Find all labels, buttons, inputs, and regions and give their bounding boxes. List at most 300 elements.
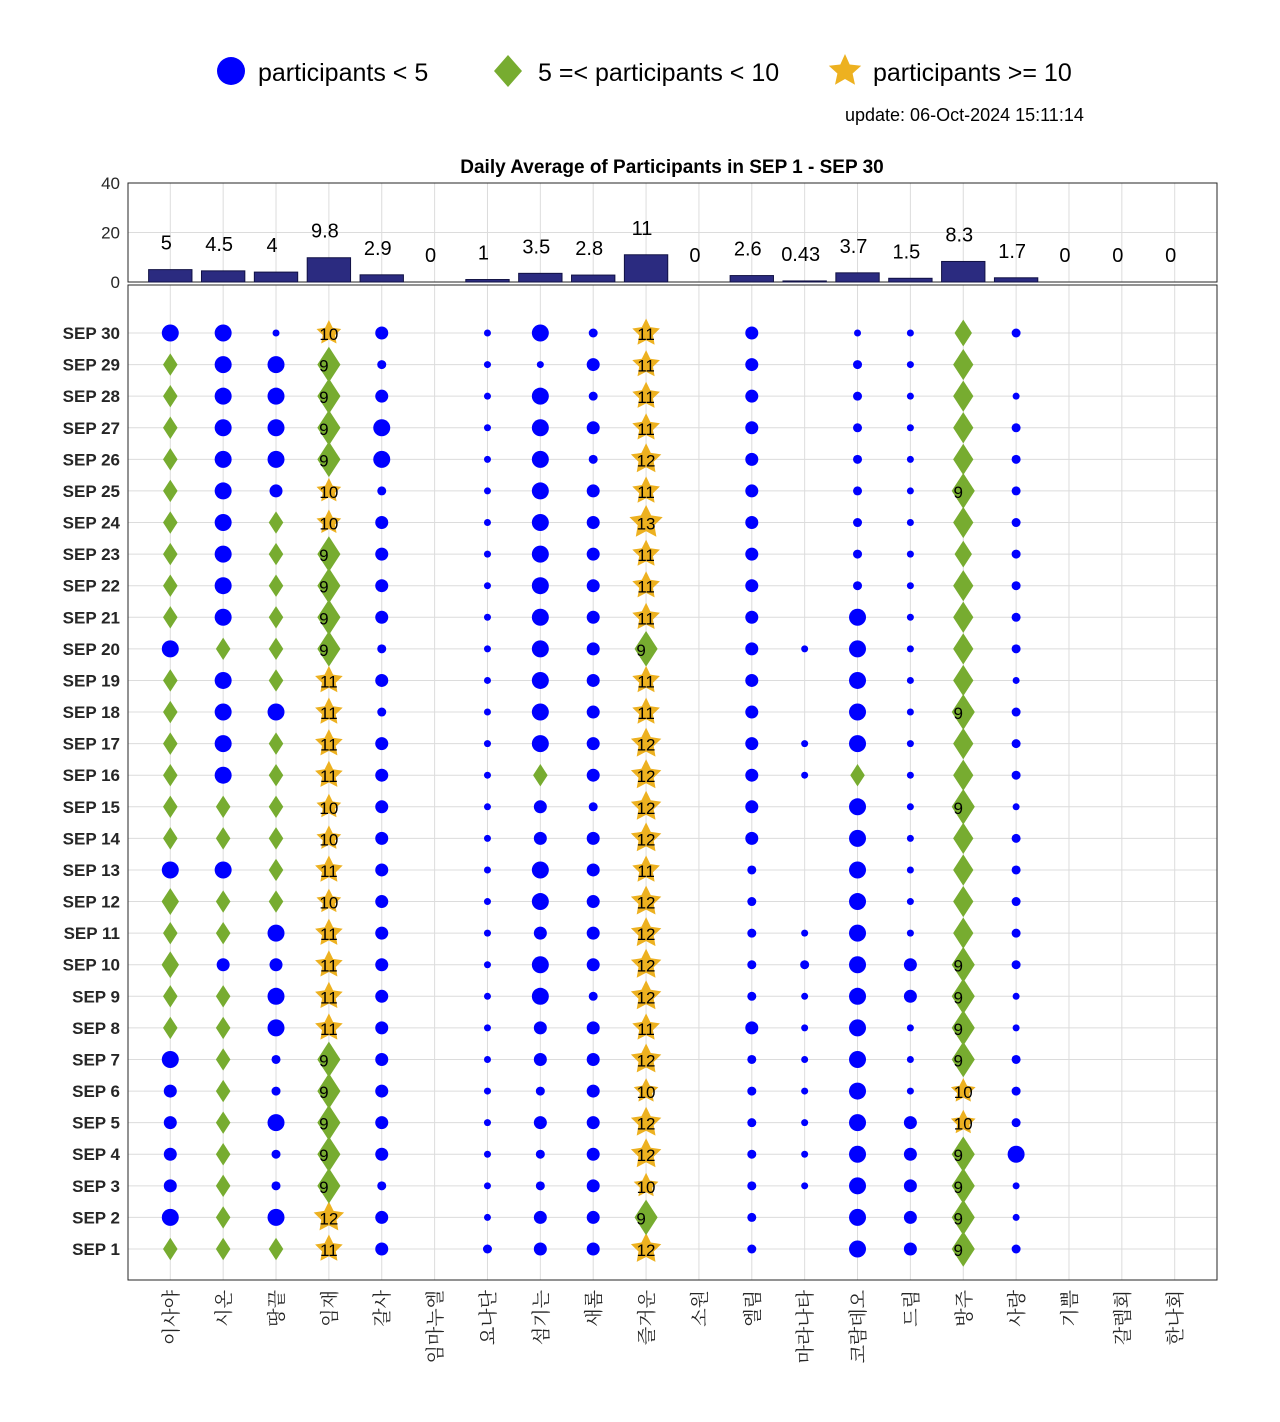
participants-circle-marker <box>1012 1245 1021 1254</box>
participants-circle-marker <box>377 644 386 653</box>
participants-count-label: 9 <box>953 1241 963 1260</box>
participants-count-label: 9 <box>953 1019 963 1039</box>
participants-circle-marker <box>907 330 914 337</box>
participants-circle-marker <box>484 487 491 494</box>
participants-circle-marker <box>268 988 285 1005</box>
participants-circle-marker <box>745 642 758 655</box>
participants-circle-marker <box>587 1085 600 1098</box>
bar-value-label: 5 <box>160 232 172 255</box>
bar-y-tick-label: 40 <box>101 174 120 193</box>
day-tick-label: SEP 11 <box>63 924 120 944</box>
participants-circle-marker <box>272 1087 281 1096</box>
participants-circle-marker <box>747 992 756 1001</box>
participants-circle-marker <box>587 484 600 497</box>
participants-circle-marker <box>375 548 388 561</box>
participants-circle-marker <box>589 802 598 811</box>
participants-circle-marker <box>1012 423 1021 432</box>
participants-diamond-marker <box>163 606 178 628</box>
participants-circle-marker <box>1012 1055 1021 1064</box>
legend-diamond-marker <box>494 55 522 87</box>
participants-circle-marker <box>375 737 388 750</box>
participants-circle-marker <box>849 1083 866 1100</box>
participants-circle-marker <box>907 1088 914 1095</box>
participants-count-label: 11 <box>320 672 338 692</box>
participants-circle-marker <box>587 1053 600 1066</box>
bar-value-label: 8.3 <box>945 224 974 247</box>
participants-circle-marker <box>484 1024 491 1031</box>
participants-circle-marker <box>534 927 547 940</box>
participants-circle-marker <box>162 640 179 657</box>
participants-diamond-marker <box>269 1238 284 1260</box>
participants-circle-marker <box>534 1211 547 1224</box>
participants-count-label: 12 <box>636 735 656 755</box>
participants-circle-marker <box>375 1021 388 1034</box>
participants-circle-marker <box>532 577 549 594</box>
participants-circle-marker <box>164 1148 177 1161</box>
participants-diamond-marker <box>216 1175 231 1197</box>
participants-circle-marker <box>164 1116 177 1129</box>
participants-diamond-marker <box>163 417 178 439</box>
day-tick-label: SEP 21 <box>62 608 120 628</box>
participants-circle-marker <box>907 835 914 842</box>
participants-circle-marker <box>484 456 491 463</box>
participants-circle-marker <box>1012 518 1021 527</box>
group-tick-label: 땅끝 <box>267 1290 288 1327</box>
participants-circle-marker <box>907 898 914 905</box>
bar-value-label: 3.5 <box>522 236 551 259</box>
participants-diamond-marker <box>163 701 178 723</box>
participants-circle-marker <box>747 897 756 906</box>
group-tick-label: 시온 <box>214 1290 236 1327</box>
participants-circle-marker <box>907 709 914 716</box>
day-tick-label: SEP 16 <box>62 766 120 786</box>
participants-circle-marker <box>747 865 756 874</box>
participants-circle-marker <box>484 898 491 905</box>
bar-y-tick-label: 20 <box>101 223 120 243</box>
group-tick-label: 갈사 <box>372 1290 394 1327</box>
day-tick-label: SEP 27 <box>62 418 120 438</box>
participants-circle-marker <box>215 388 232 405</box>
participants-circle-marker <box>849 672 866 689</box>
day-tick-label: SEP 9 <box>72 987 120 1007</box>
participants-circle-marker <box>849 1051 866 1068</box>
participants-circle-marker <box>1012 771 1021 780</box>
participants-circle-marker <box>375 958 388 971</box>
participants-circle-marker <box>801 930 808 937</box>
participants-circle-marker <box>747 1181 756 1190</box>
participants-circle-marker <box>162 1051 179 1068</box>
participants-circle-marker <box>484 1214 491 1221</box>
participants-circle-marker <box>745 800 758 813</box>
participants-circle-marker <box>268 419 285 436</box>
participants-circle-marker <box>532 988 549 1005</box>
bar <box>624 255 667 282</box>
participants-circle-marker <box>801 645 808 652</box>
bar <box>466 280 509 282</box>
bar-value-label: 2.9 <box>363 237 392 260</box>
participants-circle-marker <box>215 451 232 468</box>
participants-circle-marker <box>745 674 758 687</box>
participants-circle-marker <box>1013 993 1020 1000</box>
participants-circle-marker <box>907 1056 914 1063</box>
participants-circle-marker <box>375 1211 388 1224</box>
participants-count-label: 11 <box>320 861 338 881</box>
participants-circle-marker <box>484 582 491 589</box>
participants-circle-marker <box>375 927 388 940</box>
bar-value-label: 1.5 <box>892 241 921 264</box>
participants-diamond-marker <box>216 985 231 1007</box>
participants-circle-marker <box>587 927 600 940</box>
participants-circle-marker <box>268 356 285 373</box>
bar <box>889 278 932 282</box>
participants-circle-marker <box>484 993 491 1000</box>
participants-count-label: 10 <box>319 482 339 502</box>
participants-circle-marker <box>215 577 232 594</box>
participants-circle-marker <box>587 1211 600 1224</box>
participants-circle-marker <box>484 1182 491 1189</box>
dot-axes-box <box>128 285 1217 1280</box>
participants-circle-marker <box>484 835 491 842</box>
participants-diamond-marker <box>269 511 284 533</box>
participants-circle-marker <box>849 893 866 910</box>
participants-diamond-marker <box>953 602 973 633</box>
participants-count-label: 9 <box>319 546 329 566</box>
participants-circle-marker <box>745 453 758 466</box>
participants-circle-marker <box>483 1245 492 1254</box>
bar <box>942 261 985 282</box>
participants-circle-marker <box>484 551 491 558</box>
participants-circle-marker <box>375 1085 388 1098</box>
participants-circle-marker <box>1012 960 1021 969</box>
participants-count-label: 12 <box>636 956 656 976</box>
participants-circle-marker <box>484 645 491 652</box>
participants-diamond-marker <box>269 796 284 818</box>
participants-count-label: 10 <box>319 798 339 818</box>
participants-circle-marker <box>587 832 600 845</box>
participants-count-label: 9 <box>319 451 329 471</box>
participants-diamond-marker <box>953 633 973 664</box>
participants-circle-marker <box>1012 613 1021 622</box>
legend-label-large: participants >= 10 <box>873 59 1072 87</box>
participants-circle-marker <box>162 325 179 342</box>
participants-circle-marker <box>484 519 491 526</box>
participants-circle-marker <box>849 609 866 626</box>
day-tick-label: SEP 17 <box>62 734 120 754</box>
participants-circle-marker <box>536 1181 545 1190</box>
participants-circle-marker <box>907 424 914 431</box>
participants-circle-marker <box>907 393 914 400</box>
participants-circle-marker <box>377 1181 386 1190</box>
day-tick-label: SEP 3 <box>72 1176 120 1196</box>
participants-diamond-marker <box>216 638 231 660</box>
participants-circle-marker <box>745 484 758 497</box>
participants-circle-marker <box>745 737 758 750</box>
participants-circle-marker <box>849 798 866 815</box>
group-tick-label: 섬기는 <box>531 1290 553 1346</box>
participants-circle-marker <box>907 1024 914 1031</box>
participants-count-label: 10 <box>636 1083 656 1103</box>
participants-diamond-marker <box>163 574 178 596</box>
participants-circle-marker <box>1012 929 1021 938</box>
participants-circle-marker <box>375 611 388 624</box>
participants-circle-marker <box>534 800 547 813</box>
participants-diamond-marker <box>163 511 178 533</box>
participants-circle-marker <box>375 390 388 403</box>
participants-circle-marker <box>745 421 758 434</box>
participants-count-label: 11 <box>320 1019 338 1039</box>
participants-circle-marker <box>853 360 862 369</box>
participants-count-label: 10 <box>319 893 339 913</box>
participants-count-label: 10 <box>319 830 339 850</box>
participants-circle-marker <box>589 455 598 464</box>
bar-value-label: 0 <box>689 245 701 267</box>
participants-circle-marker <box>587 1243 600 1256</box>
participants-circle-marker <box>747 1055 756 1064</box>
participants-circle-marker <box>587 1179 600 1192</box>
participants-circle-marker <box>375 895 388 908</box>
participants-circle-marker <box>587 1021 600 1034</box>
participants-circle-marker <box>853 518 862 527</box>
participants-count-label: 12 <box>636 1146 656 1166</box>
participants-count-label: 13 <box>636 514 656 534</box>
participants-diamond-marker <box>163 448 178 470</box>
participants-circle-marker <box>801 772 808 779</box>
participants-diamond-marker <box>533 764 548 786</box>
day-tick-label: SEP 29 <box>62 355 120 375</box>
participants-circle-marker <box>1012 550 1021 559</box>
participants-circle-marker <box>849 1146 866 1163</box>
participants-circle-marker <box>536 1150 545 1159</box>
participants-circle-marker <box>747 929 756 938</box>
bar-value-label: 4 <box>266 235 278 258</box>
participants-circle-marker <box>1013 677 1020 684</box>
participants-circle-marker <box>534 832 547 845</box>
participants-diamond-marker <box>216 1048 231 1070</box>
participants-circle-marker <box>484 1056 491 1063</box>
participants-circle-marker <box>215 704 232 721</box>
participants-circle-marker <box>907 740 914 747</box>
participants-circle-marker <box>532 514 549 531</box>
participants-diamond-marker <box>163 985 178 1007</box>
participants-circle-marker <box>215 325 232 342</box>
participants-circle-marker <box>853 550 862 559</box>
participants-diamond-marker <box>216 1238 231 1260</box>
participants-circle-marker <box>536 1087 545 1096</box>
participants-diamond-marker <box>216 1080 231 1102</box>
participants-circle-marker <box>904 1243 917 1256</box>
participants-circle-marker <box>532 451 549 468</box>
participants-circle-marker <box>745 579 758 592</box>
participants-circle-marker <box>375 674 388 687</box>
participants-diamond-marker <box>269 543 284 565</box>
participants-count-label: 9 <box>953 1177 963 1197</box>
participants-count-label: 11 <box>637 325 655 344</box>
day-tick-label: SEP 2 <box>72 1208 120 1228</box>
participants-diamond-marker <box>269 732 284 754</box>
participants-diamond-marker <box>216 827 231 849</box>
participants-circle-marker <box>849 830 866 847</box>
day-tick-label: SEP 12 <box>62 892 120 912</box>
participants-count-label: 11 <box>637 356 655 376</box>
participants-circle-marker <box>801 1151 808 1158</box>
participants-circle-marker <box>534 1116 547 1129</box>
group-tick-label: 사랑 <box>1007 1290 1029 1327</box>
group-tick-label: 새롬 <box>584 1290 606 1327</box>
participants-count-label: 11 <box>320 1241 338 1260</box>
day-tick-label: SEP 28 <box>62 387 120 407</box>
participants-circle-marker <box>375 832 388 845</box>
participants-circle-marker <box>484 772 491 779</box>
group-tick-label: 이사야 <box>161 1290 183 1346</box>
participants-circle-marker <box>1013 393 1020 400</box>
participants-count-label: 12 <box>636 893 656 913</box>
participants-count-label: 11 <box>637 704 655 724</box>
participants-circle-marker <box>904 1116 917 1129</box>
participants-count-label: 12 <box>636 925 656 945</box>
bar-chart <box>101 174 1217 292</box>
participants-circle-marker <box>484 677 491 684</box>
participants-diamond-marker <box>162 888 179 915</box>
participants-circle-marker <box>745 390 758 403</box>
bar <box>783 281 826 282</box>
participants-circle-marker <box>484 961 491 968</box>
participants-circle-marker <box>849 1019 866 1036</box>
participants-circle-marker <box>849 956 866 973</box>
participants-circle-marker <box>375 327 388 340</box>
participants-circle-marker <box>537 361 544 368</box>
bar-value-label: 0 <box>1059 245 1071 267</box>
participants-diamond-marker <box>953 570 973 601</box>
participants-count-label: 11 <box>637 1019 655 1039</box>
day-tick-label: SEP 14 <box>62 829 120 849</box>
participants-count-label: 9 <box>319 640 329 660</box>
participants-count-label: 11 <box>320 988 338 1008</box>
participants-diamond-marker <box>163 732 178 754</box>
participants-circle-marker <box>904 1211 917 1224</box>
participants-circle-marker <box>532 893 549 910</box>
participants-diamond-marker <box>163 827 178 849</box>
participants-diamond-marker <box>953 665 973 696</box>
participants-circle-marker <box>853 581 862 590</box>
participants-count-label: 9 <box>953 798 963 818</box>
bar <box>254 272 297 282</box>
participants-circle-marker <box>1012 1087 1021 1096</box>
participants-circle-marker <box>853 392 862 401</box>
group-tick-label: 임마누엘 <box>425 1290 447 1364</box>
day-tick-label: SEP 24 <box>62 513 120 533</box>
participants-count-label: 11 <box>320 925 338 945</box>
participants-circle-marker <box>268 388 285 405</box>
participants-circle-marker <box>747 1213 756 1222</box>
daily-participation-matrix <box>63 285 1217 1363</box>
participants-circle-marker <box>484 803 491 810</box>
participants-diamond-marker <box>269 606 284 628</box>
participants-circle-marker <box>907 772 914 779</box>
participants-diamond-marker <box>955 320 972 347</box>
participants-circle-marker <box>907 803 914 810</box>
day-tick-label: SEP 13 <box>62 860 120 880</box>
participants-circle-marker <box>1012 865 1021 874</box>
participants-circle-marker <box>215 546 232 563</box>
participants-circle-marker <box>268 1019 285 1036</box>
participants-circle-marker <box>162 861 179 878</box>
participants-diamond-marker <box>953 854 973 885</box>
participants-count-label: 9 <box>953 956 963 976</box>
participants-circle-marker <box>745 769 758 782</box>
participants-count-label: 9 <box>319 356 329 376</box>
participants-diamond-marker <box>953 507 973 538</box>
participants-count-label: 9 <box>953 704 963 724</box>
participants-circle-marker <box>849 640 866 657</box>
participants-count-label: 11 <box>320 767 338 787</box>
participants-circle-marker <box>532 388 549 405</box>
participants-count-label: 11 <box>637 609 655 629</box>
participants-circle-marker <box>587 579 600 592</box>
day-tick-label: SEP 1 <box>72 1240 120 1259</box>
group-tick-label: 마라나타 <box>795 1290 817 1364</box>
participants-circle-marker <box>1008 1146 1025 1163</box>
participants-count-label: 9 <box>319 577 329 597</box>
group-tick-label: 소원 <box>689 1290 711 1327</box>
participants-circle-marker <box>162 1209 179 1226</box>
participants-circle-marker <box>587 895 600 908</box>
day-tick-label: SEP 5 <box>72 1113 120 1133</box>
bar-value-label: 11 <box>631 217 653 240</box>
participants-count-label: 12 <box>636 1051 656 1071</box>
participants-circle-marker <box>373 451 390 468</box>
participants-circle-marker <box>484 709 491 716</box>
update-timestamp: update: 06-Oct-2024 15:11:14 <box>845 105 1084 125</box>
participants-count-label: 12 <box>319 1209 339 1229</box>
participants-circle-marker <box>375 516 388 529</box>
participants-circle-marker <box>273 330 280 337</box>
participants-diamond-marker <box>953 728 973 759</box>
bar-value-label: 1.7 <box>998 240 1027 263</box>
participants-diamond-marker <box>162 951 179 978</box>
participants-circle-marker <box>1012 486 1021 495</box>
participants-diamond-marker <box>953 381 973 412</box>
participants-diamond-marker <box>953 823 973 854</box>
participants-circle-marker <box>484 1151 491 1158</box>
participants-circle-marker <box>375 863 388 876</box>
legend-star-marker <box>829 54 861 85</box>
day-tick-label: SEP 15 <box>62 797 120 817</box>
group-tick-label: 즐거운 <box>637 1290 659 1346</box>
participants-circle-marker <box>1012 897 1021 906</box>
participants-circle-marker <box>849 704 866 721</box>
participants-circle-marker <box>1012 581 1021 590</box>
participants-diamond-marker <box>953 349 973 380</box>
participants-circle-marker <box>800 960 809 969</box>
participants-count-label: 12 <box>636 767 656 787</box>
participants-circle-marker <box>849 925 866 942</box>
participants-circle-marker <box>907 645 914 652</box>
participants-circle-marker <box>587 737 600 750</box>
group-tick-label: 엘림 <box>742 1290 764 1327</box>
participants-circle-marker <box>484 1119 491 1126</box>
day-tick-label: SEP 22 <box>62 576 120 596</box>
participants-count-label: 9 <box>319 1051 329 1071</box>
participants-count-label: 9 <box>636 640 646 660</box>
participants-circle-marker <box>532 956 549 973</box>
day-tick-label: SEP 20 <box>62 639 120 659</box>
participants-count-label: 11 <box>637 546 655 566</box>
legend-circle-marker <box>217 57 245 85</box>
participants-circle-marker <box>745 358 758 371</box>
participants-circle-marker <box>375 800 388 813</box>
participants-circle-marker <box>587 958 600 971</box>
participants-diamond-marker <box>269 638 284 660</box>
